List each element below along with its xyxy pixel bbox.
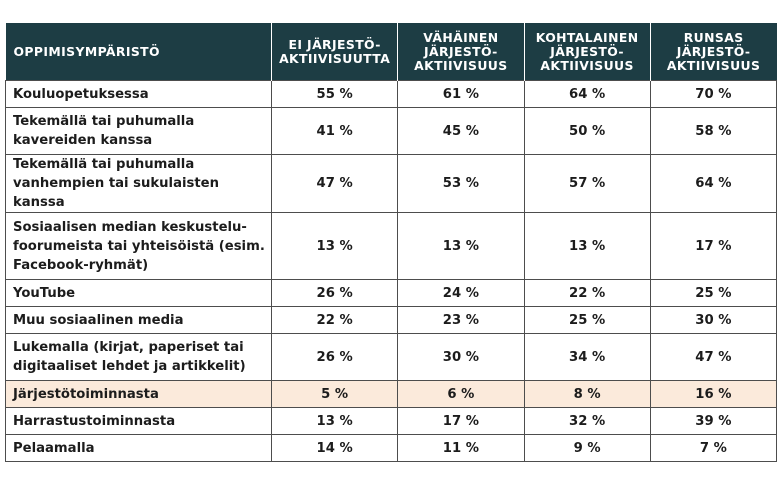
table-row-highlighted <box>6 381 777 408</box>
table-cell: 34 % <box>524 334 650 381</box>
table-cell: 41 % <box>272 108 398 155</box>
table-cell: 70 % <box>650 81 776 108</box>
table-cell: 55 % <box>272 81 398 108</box>
header-row <box>6 23 777 81</box>
row-label: Kouluopetuksessa <box>6 81 272 108</box>
table-cell: 6 % <box>398 381 524 408</box>
table-cell: 24 % <box>398 280 524 307</box>
header-line: AKTIIVISUUS <box>540 57 634 73</box>
header-line: AKTIIVISUUS <box>666 57 761 73</box>
col-header-moderate-activity <box>524 23 650 81</box>
table-cell: 25 % <box>650 280 776 307</box>
row-label: Järjestötoiminnasta <box>6 381 272 408</box>
row-label: Pelaamalla <box>6 435 272 462</box>
table-cell: 13 % <box>524 213 650 280</box>
table-cell: 17 % <box>650 213 776 280</box>
table-cell: 9 % <box>524 435 650 462</box>
table-cell: 13 % <box>272 213 398 280</box>
table-cell: 13 % <box>398 213 524 280</box>
row-label: Sosiaalisen median keskustelu-foorumeista tai yhteisöistä (esim. Facebook-ryhmät) <box>6 213 272 280</box>
table-cell: 23 % <box>398 307 524 334</box>
table-cell: 26 % <box>272 280 398 307</box>
col-header-environment <box>6 23 272 81</box>
table-row <box>6 408 777 435</box>
table-cell: 22 % <box>272 307 398 334</box>
table-cell: 26 % <box>272 334 398 381</box>
table-cell: 22 % <box>524 280 650 307</box>
row-label: Muu sosiaalinen media <box>6 307 272 334</box>
header-line: OPPIMISYMPÄRISTÖ <box>13 43 160 59</box>
header-line: AKTIIVISUUTTA <box>279 50 391 66</box>
table-cell: 47 % <box>272 155 398 213</box>
col-header-high-activity <box>650 23 776 81</box>
header-line: RUNSAS <box>683 29 744 45</box>
table-cell: 30 % <box>398 334 524 381</box>
table-cell: 50 % <box>524 108 650 155</box>
table-row <box>6 108 777 155</box>
header-line: JÄRJESTÖ- <box>550 43 624 59</box>
table-row <box>6 307 777 334</box>
table-cell: 32 % <box>524 408 650 435</box>
table-cell: 64 % <box>650 155 776 213</box>
table-cell: 5 % <box>272 381 398 408</box>
header-line: VÄHÄINEN <box>423 29 499 45</box>
table-cell: 30 % <box>650 307 776 334</box>
header-line: JÄRJESTÖ- <box>676 43 751 59</box>
col-header-low-activity <box>398 23 524 81</box>
row-label: Harrastustoiminnasta <box>6 408 272 435</box>
table-cell: 7 % <box>650 435 776 462</box>
table-row <box>6 155 777 213</box>
table-cell: 8 % <box>524 381 650 408</box>
table-cell: 61 % <box>398 81 524 108</box>
table-cell: 13 % <box>272 408 398 435</box>
table-cell: 39 % <box>650 408 776 435</box>
table-cell: 64 % <box>524 81 650 108</box>
table-cell: 16 % <box>650 381 776 408</box>
header-line: JÄRJESTÖ- <box>424 43 498 59</box>
table-cell: 45 % <box>398 108 524 155</box>
header-line: KOHTALAINEN <box>535 29 639 45</box>
table-cell: 25 % <box>524 307 650 334</box>
header-line: AKTIIVISUUS <box>414 57 508 73</box>
col-header-no-activity <box>272 23 398 81</box>
table-header <box>6 23 777 81</box>
table-cell: 11 % <box>398 435 524 462</box>
table-cell: 17 % <box>398 408 524 435</box>
data-table <box>5 23 777 462</box>
row-label: Tekemällä tai puhumalla vanhempien tai sukulaisten kanssa <box>6 155 272 213</box>
table-cell: 58 % <box>650 108 776 155</box>
table-cell: 57 % <box>524 155 650 213</box>
table-row <box>6 334 777 381</box>
table-row <box>6 81 777 108</box>
table-cell: 53 % <box>398 155 524 213</box>
table-body <box>6 81 777 462</box>
table-row <box>6 435 777 462</box>
row-label: Tekemällä tai puhumalla kavereiden kanssa <box>6 108 272 155</box>
table-cell: 14 % <box>272 435 398 462</box>
table-cell: 47 % <box>650 334 776 381</box>
table-row <box>6 280 777 307</box>
row-label: YouTube <box>6 280 272 307</box>
row-label: Lukemalla (kirjat, paperiset tai digitaaliset lehdet ja artikkelit) <box>6 334 272 381</box>
table-row <box>6 213 777 280</box>
header-line: EI JÄRJESTÖ- <box>288 36 381 52</box>
